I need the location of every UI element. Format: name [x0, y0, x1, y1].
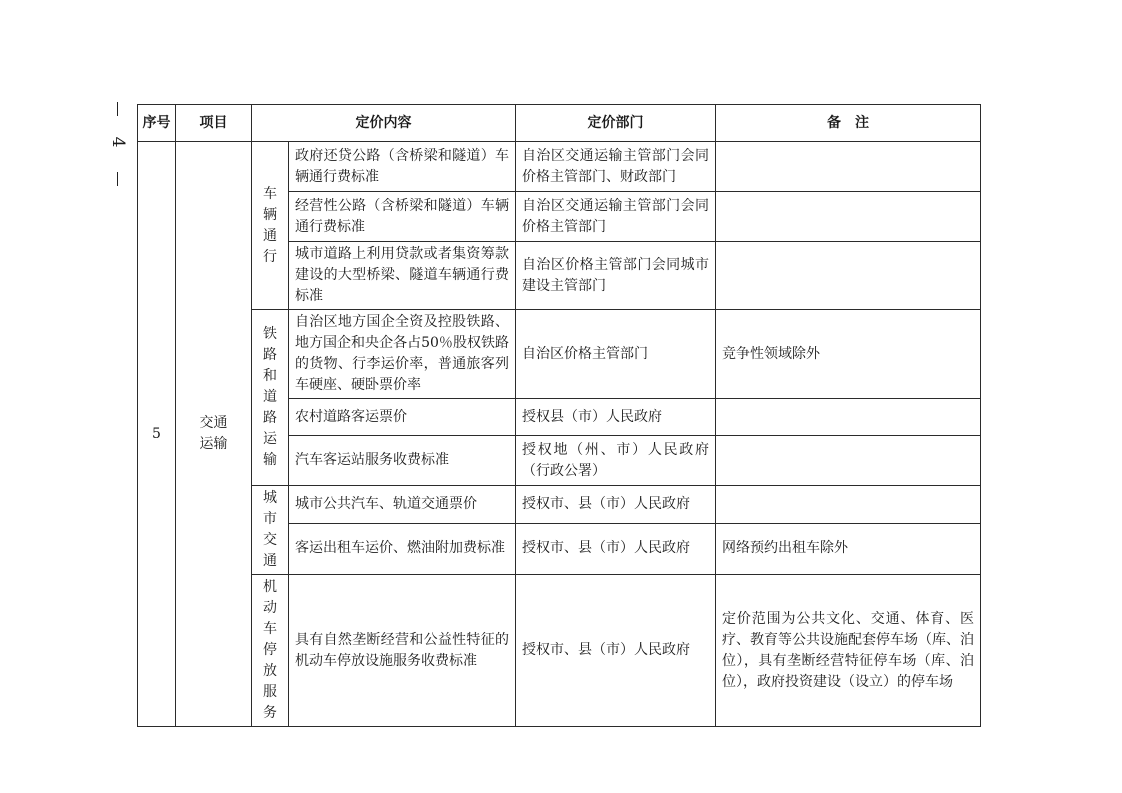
group-label-parking: [252, 575, 289, 727]
table-row: [138, 142, 981, 192]
group-label-text: 车 辆 通 行: [263, 185, 277, 265]
group-label-vehicle-toll: [252, 142, 289, 310]
group-label-text: 铁 路 和 道 路 运 输: [263, 326, 277, 468]
remark-cell: 竞争性领域除外: [716, 310, 981, 399]
item-text: 交通 运输: [199, 415, 228, 452]
table-row: [138, 310, 981, 399]
pricing-table: [137, 104, 981, 727]
remark-cell: 定价范围为公共文化、交通、体育、医疗、教育等公共设施配套停车场（库、泊位），具有垄断经营特征停车场（库、泊位），政府投资建设（设立）的停车场: [716, 575, 981, 727]
page-number-dash-top: [117, 102, 118, 116]
page-number: [108, 100, 128, 210]
group-label-rail-road: [252, 310, 289, 486]
group-label-text: 机 动 车 停 放 服 务: [263, 579, 277, 721]
item-cell: [176, 142, 252, 727]
table-header-row: [138, 105, 981, 142]
dept-cell: 授权市、县（市）人民政府: [516, 486, 716, 524]
content-cell: 农村道路客运票价: [289, 399, 516, 436]
group-label-urban-transit: [252, 486, 289, 575]
content-cell: 经营性公路（含桥梁和隧道）车辆通行费标准: [289, 192, 516, 242]
content-cell: 城市公共汽车、轨道交通票价: [289, 486, 516, 524]
dept-cell: 自治区价格主管部门: [516, 310, 716, 399]
dept-cell: 自治区交通运输主管部门会同价格主管部门、财政部门: [516, 142, 716, 192]
dept-cell: 自治区交通运输主管部门会同价格主管部门: [516, 192, 716, 242]
header-content: 定价内容: [252, 105, 516, 142]
remark-cell: 网络预约出租车除外: [716, 523, 981, 574]
dept-cell: 授权县（市）人民政府: [516, 399, 716, 436]
content-cell: 政府还贷公路（含桥梁和隧道）车辆通行费标准: [289, 142, 516, 192]
table-row: [138, 486, 981, 524]
content-cell: 具有自然垄断经营和公益性特征的机动车停放设施服务收费标准: [289, 575, 516, 727]
remark-cell: [716, 486, 981, 524]
header-remark: 备 注: [716, 105, 981, 142]
content-cell: 自治区地方国企全资及控股铁路、地方国企和央企各占50％股权铁路的货物、行李运价率，普通旅客列车硬座、硬卧票价率: [289, 310, 516, 399]
remark-cell: [716, 399, 981, 436]
page-number-dash-bottom: [117, 172, 118, 186]
remark-cell: [716, 142, 981, 192]
dept-cell: 授权市、县（市）人民政府: [516, 523, 716, 574]
content-cell: 城市道路上利用贷款或者集资筹款建设的大型桥梁、隧道车辆通行费标准: [289, 242, 516, 310]
header-item: 项目: [176, 105, 252, 142]
seq-cell: 5: [138, 142, 176, 727]
content-cell: 汽车客运站服务收费标准: [289, 436, 516, 486]
remark-cell: [716, 242, 981, 310]
header-seq: 序号: [138, 105, 176, 142]
remark-cell: [716, 192, 981, 242]
remark-cell: [716, 436, 981, 486]
dept-cell: 授权地（州、市）人民政府（行政公署）: [516, 436, 716, 486]
group-label-text: 城 市 交 通: [263, 490, 277, 569]
table-row: [138, 575, 981, 727]
dept-cell: 自治区价格主管部门会同城市建设主管部门: [516, 242, 716, 310]
page-number-text: 4: [108, 136, 128, 148]
content-cell: 客运出租车运价、燃油附加费标准: [289, 523, 516, 574]
header-dept: 定价部门: [516, 105, 716, 142]
dept-cell: 授权市、县（市）人民政府: [516, 575, 716, 727]
